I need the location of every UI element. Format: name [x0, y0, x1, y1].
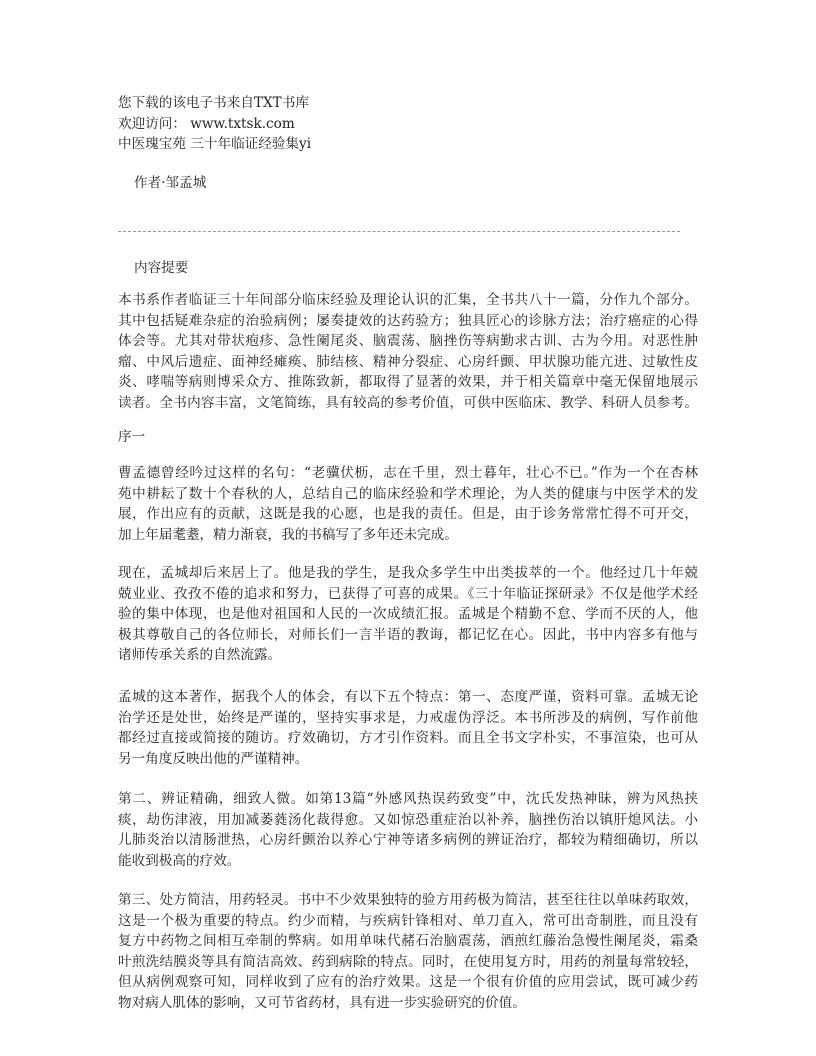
text-line: 炎、哮喘等病则博采众方、推陈致新，都取得了显著的效果，并于相关篇章中毫无保留地展示 — [118, 374, 698, 391]
text-line: 瘤、中风后遗症、面神经瘫痪、肺结核、精神分裂症、心房纤颤、甲状腺功能亢进、过敏性皮 — [118, 353, 698, 370]
text-line: 这是一个极为重要的特点。约少而精，与疾病针锋相对、单刀直入，常可出奇制胜，而且没有 — [118, 912, 698, 929]
text-line: 诸师传承关系的自然流露。 — [118, 647, 282, 664]
paragraph — [118, 687, 698, 769]
text-line: 叶煎洗结膜炎等具有简洁高效、药到病除的特点。同时，在使用复方时，用药的剂量每常较轻， — [118, 953, 698, 970]
text-line: 兢业业、孜孜不倦的追求和努力，已获得了可喜的成果。《三十年临证探研录》不仅是他学术经 — [118, 585, 698, 602]
paragraph — [118, 463, 698, 545]
summary-title: 内容提要 — [134, 260, 189, 276]
text-line: 苑中耕耘了数十个春秋的人，总结自己的临床经验和学术理论，为人类的健康与中医学术的发 — [118, 485, 698, 502]
text-line: 物对病人肌体的影响，又可节省药材，具有进一步实验研究的价值。 — [118, 994, 526, 1011]
divider — [118, 231, 680, 232]
text-line: 第三、处方简洁，用药轻灵。书中不少效果独特的验方用药极为简洁，甚至往往以单味药取效， — [118, 892, 698, 908]
text-line: 本书系作者临证三十年间部分临床经验及理论认识的汇集，全书共八十一篇，分作九个部分。 — [118, 292, 698, 308]
download-notice — [118, 93, 698, 155]
text-line: 展，作出应有的贡献，这既是我的心愿，也是我的责任。但是，由于诊务常常忙得不可开交， — [118, 506, 698, 523]
text-line: 都经过直接或简接的随访。疗效确切，方才引作资料。而且全书文字朴实，不事渲染，也可从 — [118, 730, 698, 747]
preface-title: 序一 — [118, 429, 146, 445]
book-title: 中医瑰宝苑 三十年临证经验集yi — [118, 136, 312, 153]
text-line: 读者。全书内容丰富，文笔简练，具有较高的参考价值，可供中医临床、教学、科研人员参考。 — [118, 394, 698, 411]
text-line: 第二、辨证精确，细致人微。如第13篇“外感风热误药致变”中，沈氏发热神昧，辨为风热挟 — [118, 791, 698, 807]
summary-paragraph — [118, 290, 698, 414]
text-line: 极其尊敬自己的各位师长，对师长们一言半语的教诲，都记忆在心。因此，书中内容多有他与 — [118, 626, 698, 643]
text-line: 加上年届耄耋，精力渐衰，我的书稿写了多年还未完成。 — [118, 526, 458, 543]
paragraph — [118, 890, 698, 1014]
text-line: 验的集中体现，也是他对祖国和人民的一次成绩汇报。孟城是个精勤不怠、学而不厌的人，他 — [118, 606, 698, 623]
text-line: 能收到极高的疗效。 — [118, 852, 241, 869]
text-line: 体会等。尤其对带状疱疹、急性阑尾炎、脑震荡、脑挫伤等病勤求古训、古为今用。对恶性肿 — [118, 333, 698, 350]
text-line: 痰，劫伤津液，用加减萎蕤汤化裁得愈。又如惊恐重症治以补养，脑挫伤治以镇肝熄风法。小 — [118, 811, 698, 828]
text-line: 治学还是处世，始终是严谨的，坚持实事求是，力戒虚伪浮泛。本书所涉及的病例，写作前他 — [118, 709, 698, 726]
author: 作者·邹孟城 — [134, 175, 207, 191]
text-line: 现在，孟城却后来居上了。他是我的学生，是我众多学生中出类拔萃的一个。他经过几十年兢 — [118, 565, 698, 581]
text-line: 曹孟德曾经吟过这样的名句：“老骥伏枥，志在千里，烈士暮年，壮心不已。”作为一个在杏林 — [118, 465, 698, 481]
text-line: 另一角度反映出他的严谨精神。 — [118, 750, 309, 767]
text-line: 但从病例观察可知，同样收到了应有的治疗效果。这是一个很有价值的应用尝试，既可减少药 — [118, 974, 698, 991]
website-line: 欢迎访问： www.txtsk.com — [118, 115, 295, 132]
source-line: 您下载的该电子书来自TXT书库 — [118, 95, 309, 111]
text-line: 复方中药物之间相互牵制的弊病。如用单味代赭石治脑震荡，酒煎红藤治急慢性阑尾炎，霜桑 — [118, 933, 698, 950]
paragraph — [118, 789, 698, 871]
text-line: 孟城的这本著作，据我个人的体会，有以下五个特点：第一、态度严谨，资料可靠。孟城无论 — [118, 689, 698, 705]
text-line: 儿肺炎治以清肠泄热，心房纤颤治以养心宁神等诸多病例的辨证治疗，都较为精细确切，所以 — [118, 832, 698, 849]
paragraph — [118, 563, 698, 666]
text-line: 其中包括疑难杂症的治验病例；屡奏捷效的达药验方；独具匠心的诊脉方法；治疗癌症的心得 — [118, 312, 698, 329]
